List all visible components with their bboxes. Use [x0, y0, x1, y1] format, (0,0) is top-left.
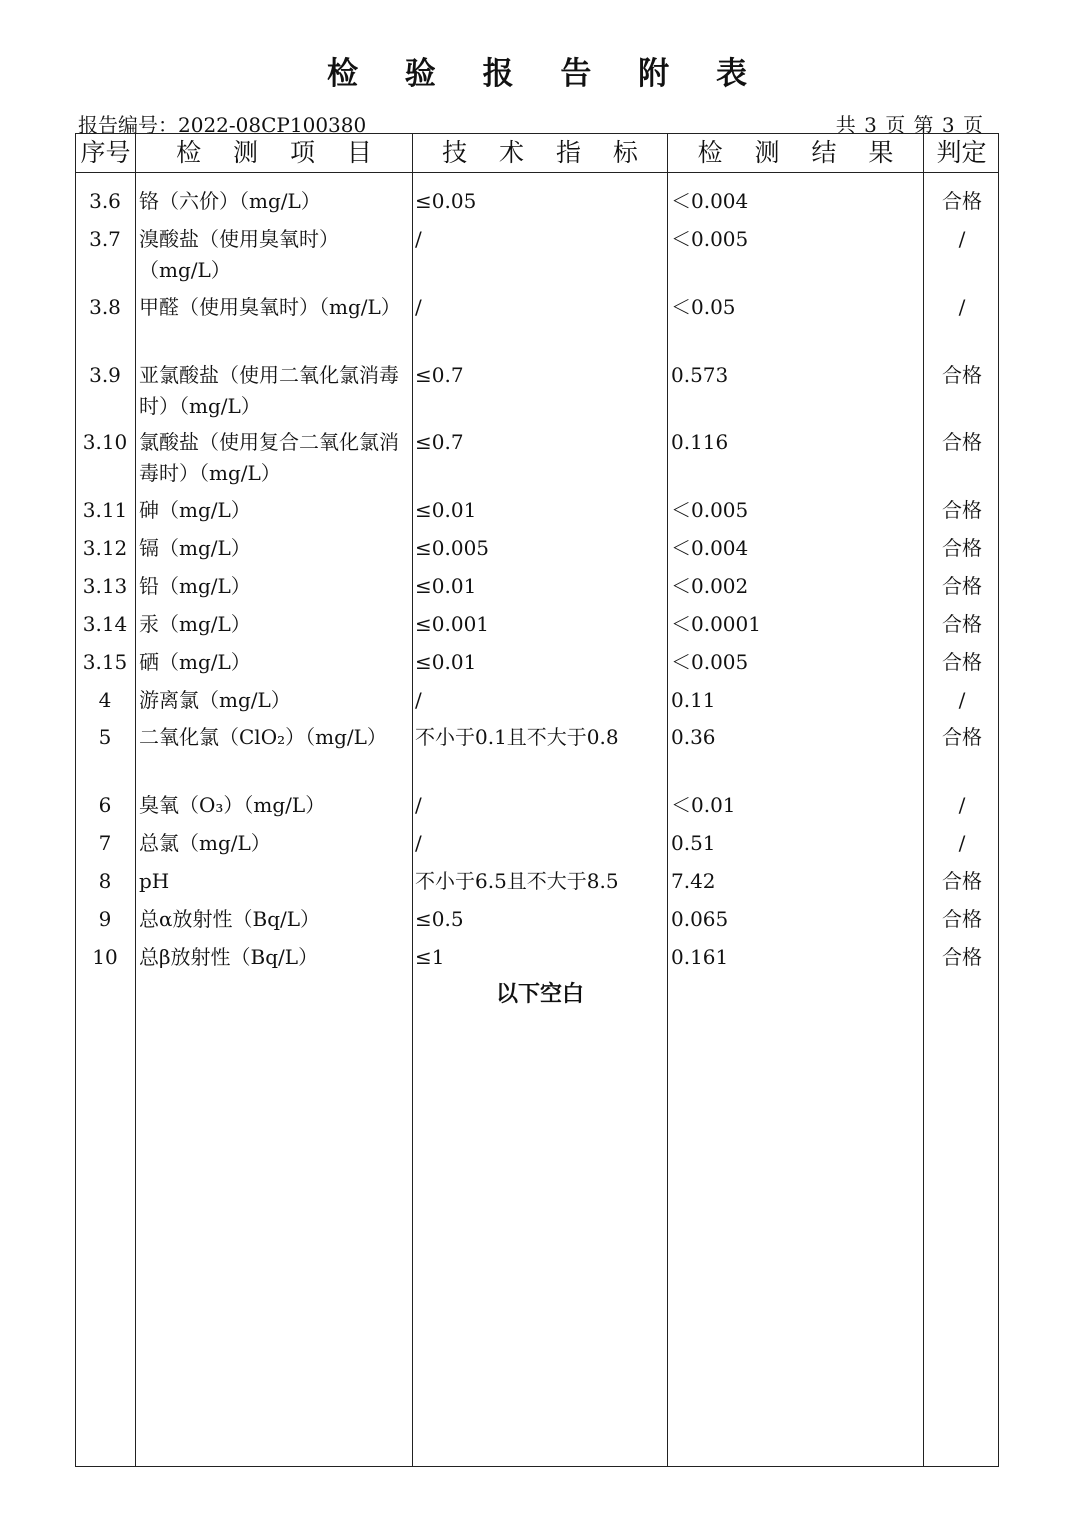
row-standard: ≤1	[415, 945, 445, 969]
row-result: ＜0.005	[671, 650, 749, 674]
row-number: 3.13	[82, 574, 128, 598]
row-judge: 合格	[942, 536, 982, 560]
header-no: 序号	[80, 138, 131, 167]
row-number: 7	[98, 831, 112, 855]
row-standard: /	[415, 688, 422, 712]
row-result: ＜0.002	[671, 574, 749, 598]
header-standard: 技 术 指 标	[442, 138, 650, 167]
report-title: 检 验 报 告 附 表	[327, 56, 765, 92]
column-divider	[412, 133, 413, 1467]
row-item: 硒（mg/L）	[139, 650, 251, 674]
row-number: 3.15	[82, 650, 128, 674]
row-judge: 合格	[942, 363, 982, 387]
row-standard: ≤0.001	[415, 612, 490, 636]
row-item: 亚氯酸盐（使用二氧化氯消毒时）（mg/L）	[139, 363, 399, 418]
header-judge: 判定	[936, 138, 987, 167]
row-number: 3.10	[82, 430, 128, 454]
row-item: 溴酸盐（使用臭氧时）（mg/L）	[139, 227, 339, 282]
row-judge: /	[958, 831, 966, 855]
row-item: 甲醛（使用臭氧时）（mg/L）	[139, 295, 401, 319]
row-number: 3.14	[82, 612, 128, 636]
row-standard: ≤0.01	[415, 574, 477, 598]
row-result: 0.36	[671, 725, 716, 749]
header-item: 检 测 项 目	[176, 138, 384, 167]
row-item: 游离氯（mg/L）	[139, 688, 291, 712]
row-judge: 合格	[942, 650, 982, 674]
row-judge: 合格	[942, 725, 982, 749]
row-judge: 合格	[942, 189, 982, 213]
row-result: 0.065	[671, 907, 729, 931]
row-item: 砷（mg/L）	[139, 498, 251, 522]
row-standard: /	[415, 831, 422, 855]
row-result: ＜0.004	[671, 536, 749, 560]
row-judge: 合格	[942, 945, 982, 969]
row-standard: ≤0.7	[415, 363, 464, 387]
row-number: 6	[98, 793, 112, 817]
row-number: 3.11	[82, 498, 128, 522]
row-judge: /	[958, 688, 966, 712]
row-judge: /	[958, 793, 966, 817]
row-item: 臭氧（O₃）（mg/L）	[139, 793, 326, 817]
row-item: pH	[139, 869, 170, 893]
row-judge: 合格	[942, 869, 982, 893]
row-standard: /	[415, 227, 422, 251]
row-result: 0.11	[671, 688, 716, 712]
row-number: 5	[98, 725, 112, 749]
row-number: 3.9	[89, 363, 121, 387]
row-result: 7.42	[671, 869, 716, 893]
row-number: 4	[98, 688, 112, 712]
row-standard: /	[415, 793, 422, 817]
row-result: ＜0.004	[671, 189, 749, 213]
row-result: ＜0.005	[671, 498, 749, 522]
row-item: 总α放射性（Bq/L）	[139, 907, 321, 931]
row-judge: /	[958, 227, 966, 251]
row-standard: ≤0.01	[415, 650, 477, 674]
row-result: 0.161	[671, 945, 729, 969]
row-standard: ≤0.05	[415, 189, 477, 213]
row-result: 0.51	[671, 831, 716, 855]
row-judge: 合格	[942, 430, 982, 454]
row-item: 汞（mg/L）	[139, 612, 251, 636]
row-item: 铅（mg/L）	[139, 574, 251, 598]
row-judge: 合格	[942, 498, 982, 522]
row-result: ＜0.01	[671, 793, 736, 817]
header-result: 检 测 结 果	[697, 138, 906, 167]
row-number: 10	[92, 945, 118, 969]
row-number: 3.8	[89, 295, 121, 319]
row-number: 3.7	[89, 227, 121, 251]
row-number: 3.6	[89, 189, 121, 213]
row-judge: 合格	[942, 907, 982, 931]
row-standard: 不小于0.1且不大于0.8	[415, 725, 619, 749]
row-item: 铬（六价）（mg/L）	[139, 189, 321, 213]
column-divider	[135, 133, 136, 1467]
row-judge: 合格	[942, 574, 982, 598]
column-divider	[667, 133, 668, 1467]
row-judge: /	[958, 295, 966, 319]
row-judge: 合格	[942, 612, 982, 636]
row-item: 镉（mg/L）	[139, 536, 251, 560]
page-info: 共 3 页 第 3 页	[835, 113, 984, 137]
row-standard: ≤0.5	[415, 907, 464, 931]
row-standard: /	[415, 295, 422, 319]
row-number: 9	[98, 907, 112, 931]
row-item: 氯酸盐（使用复合二氧化氯消毒时）（mg/L）	[139, 430, 399, 485]
row-item: 总β放射性（Bq/L）	[139, 945, 319, 969]
row-number: 3.12	[82, 536, 128, 560]
row-result: ＜0.0001	[671, 612, 761, 636]
row-item: 二氧化氯（ClO₂）（mg/L）	[139, 725, 387, 749]
row-number: 8	[98, 869, 112, 893]
row-standard: 不小于6.5且不大于8.5	[415, 869, 619, 893]
row-result: 0.573	[671, 363, 729, 387]
row-standard: ≤0.005	[415, 536, 490, 560]
row-result: ＜0.005	[671, 227, 749, 251]
row-standard: ≤0.7	[415, 430, 464, 454]
row-item: 总氯（mg/L）	[139, 831, 271, 855]
report-number: 报告编号：2022-08CP100380	[78, 113, 367, 137]
header-divider	[75, 172, 999, 173]
row-standard: ≤0.01	[415, 498, 477, 522]
row-result: 0.116	[671, 430, 729, 454]
row-result: ＜0.05	[671, 295, 736, 319]
end-mark: 以下空白	[495, 982, 584, 1007]
